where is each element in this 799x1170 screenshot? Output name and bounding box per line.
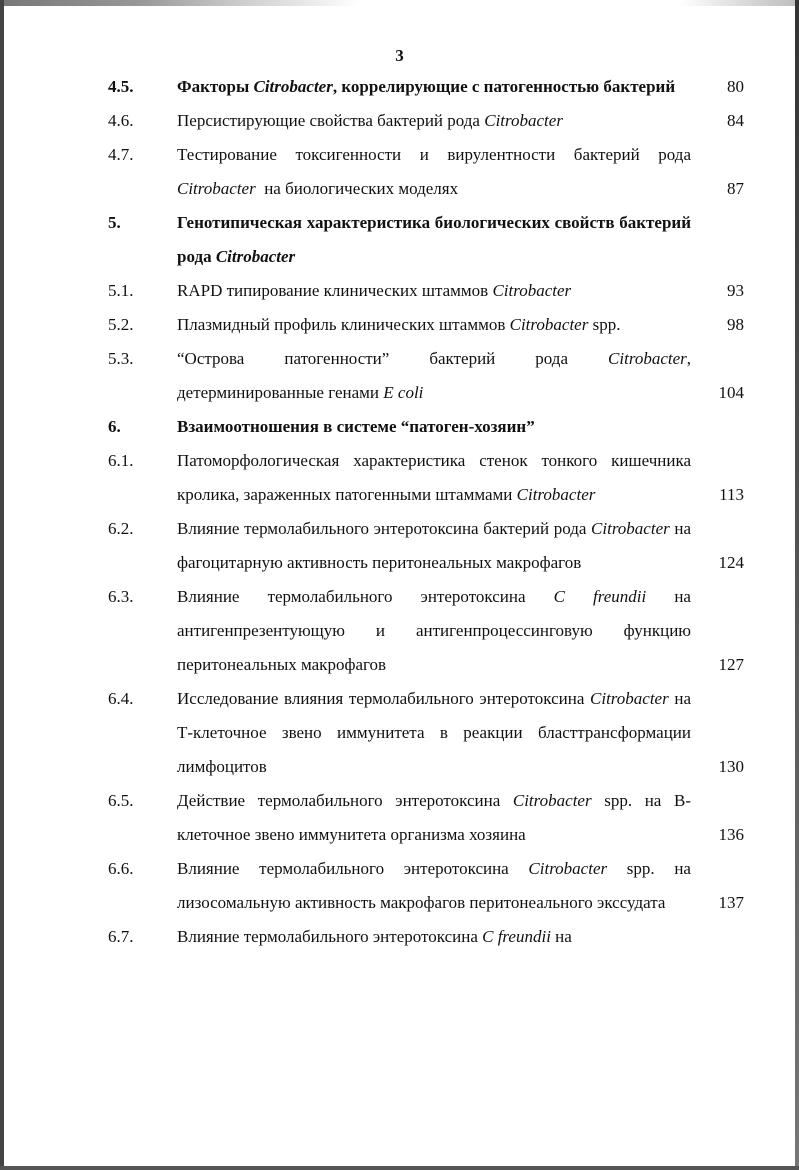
toc-entry-title: Факторы Citrobacter, коррелирующие с патогенностью бактерий [177, 77, 676, 96]
toc-entry [108, 138, 744, 206]
toc-entry-title: “Острова патогенности” бактерий рода Citrobacter, детерминированные генами E coli [177, 349, 691, 402]
toc-entry-number: 5.3. [108, 349, 134, 368]
toc-entry-number: 6.7. [108, 927, 134, 946]
toc-entry [108, 410, 744, 444]
page-number: 3 [395, 46, 404, 65]
toc-entry-title: Исследование влияния термолабильного энтеротоксина Citrobacter на Т-клеточное звено иммунитета в реакции бласттрансформации лимфоцитов [177, 689, 691, 776]
toc-entry-page: 87 [727, 179, 744, 198]
toc-entry [108, 580, 744, 682]
toc-entry-page: 98 [727, 315, 744, 334]
toc-entry [108, 206, 744, 274]
toc-entry [108, 274, 744, 308]
toc-entry [108, 70, 744, 104]
toc-entry-number: 6.1. [108, 451, 134, 470]
toc-entry-page: 104 [718, 383, 744, 402]
toc-entry [108, 104, 744, 138]
toc-entry-title: Влияние термолабильного энтеротоксина Citrobacter spp. на лизосомальную активность макрофагов перитонеального экссудата [177, 859, 691, 912]
toc-entry-number: 4.6. [108, 111, 134, 130]
toc-entry [108, 308, 744, 342]
scan-edge-right [795, 0, 799, 1170]
toc-entry-number: 6.5. [108, 791, 134, 810]
toc-entry-number: 5.1. [108, 281, 134, 300]
toc-entry-title: Плазмидный профиль клинических штаммов Citrobacter spp. [177, 315, 621, 334]
toc-entry-number: 4.7. [108, 145, 134, 164]
toc-entry [108, 784, 744, 852]
toc-entry-number: 6.3. [108, 587, 134, 606]
toc-entry-number: 6.2. [108, 519, 134, 538]
toc-entry-title: Генотипическая характеристика биологических свойств бактерий рода Citrobacter [177, 213, 691, 266]
toc-entry-page: 130 [718, 757, 744, 776]
toc-entry-page: 84 [727, 111, 744, 130]
toc-entry [108, 512, 744, 580]
toc-entry [108, 852, 744, 920]
toc-entry-title: Влияние термолабильного энтеротоксина C freundii на [177, 927, 572, 946]
table-of-contents [108, 70, 744, 954]
scan-edge-left [0, 0, 4, 1170]
toc-entry-page: 93 [727, 281, 744, 300]
toc-entry-page: 137 [718, 893, 744, 912]
toc-entry-number: 6.4. [108, 689, 134, 708]
toc-entry-number: 5. [108, 213, 121, 232]
toc-entry-title: Влияние термолабильного энтеротоксина бактерий рода Citrobacter на фагоцитарную активность перитонеальных макрофагов [177, 519, 691, 572]
toc-entry-page: 113 [719, 485, 744, 504]
toc-entry-title: Патоморфологическая характеристика стенок тонкого кишечника кролика, зараженных патогенными штаммами Citrobacter [177, 451, 691, 504]
toc-entry-number: 6.6. [108, 859, 134, 878]
toc-entry-title: RAPD типирование клинических штаммов Citrobacter [177, 281, 572, 300]
toc-entry-title: Взаимоотношения в системе “патоген-хозяин” [177, 417, 535, 436]
toc-entry-title: Влияние термолабильного энтеротоксина C freundii на антигенпрезентующую и антигенпроцессинговую функцию перитонеальных макрофагов [177, 587, 691, 674]
toc-entry-page: 80 [727, 77, 744, 96]
scan-edge-bottom [0, 1166, 799, 1170]
scan-edge-top [0, 0, 799, 6]
toc-entry [108, 342, 744, 410]
toc-entry-page: 124 [718, 553, 744, 572]
toc-entry-title: Персистирующие свойства бактерий рода Citrobacter [177, 111, 563, 130]
toc-entry [108, 444, 744, 512]
toc-entry [108, 920, 744, 954]
toc-entry [108, 682, 744, 784]
toc-entry-number: 5.2. [108, 315, 134, 334]
toc-entry-number: 4.5. [108, 77, 134, 96]
toc-entry-page: 127 [718, 655, 744, 674]
toc-entry-title: Действие термолабильного энтеротоксина Citrobacter spp. на В-клеточное звено иммунитета организма хозяина [177, 791, 691, 844]
toc-entry-title: Тестирование токсигенности и вирулентности бактерий рода Citrobacter на биологических моделях [177, 145, 691, 198]
toc-entry-number: 6. [108, 417, 121, 436]
toc-entry-page: 136 [718, 825, 744, 844]
